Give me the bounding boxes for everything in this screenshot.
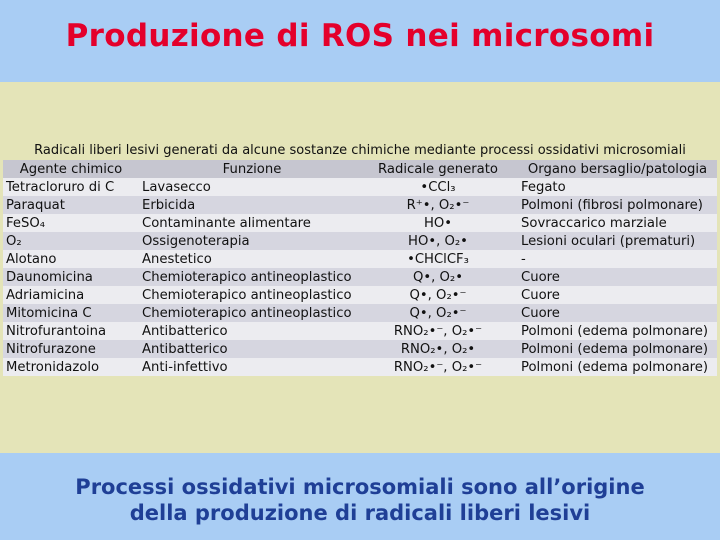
cell-function: Chemioterapico antineoplastico <box>142 287 352 303</box>
cell-function: Antibatterico <box>142 323 228 339</box>
cell-function: Anestetico <box>142 251 212 267</box>
column-header-function: Funzione <box>139 160 365 178</box>
cell-function: Lavasecco <box>142 179 211 195</box>
cell-agent: Metronidazolo <box>6 359 100 375</box>
cell-function: Chemioterapico antineoplastico <box>142 269 352 285</box>
cell-function: Ossigenoterapia <box>142 233 250 249</box>
cell-target: Cuore <box>521 269 560 285</box>
cell-radical: R⁺•, O₂•⁻ <box>406 197 470 213</box>
table-caption: Radicali liberi lesivi generati da alcune sostanze chimiche mediante processi ossidativi microsomiali <box>34 143 686 158</box>
cell-agent: Nitrofurazone <box>6 341 96 357</box>
ros-table <box>3 160 717 376</box>
cell-function: Chemioterapico antineoplastico <box>142 305 352 321</box>
table-row <box>3 286 717 304</box>
cell-radical: Q•, O₂• <box>413 269 463 285</box>
table-row <box>3 214 717 232</box>
cell-target: Fegato <box>521 179 566 195</box>
table-row <box>3 250 717 268</box>
table-row <box>3 304 717 322</box>
cell-agent: Daunomicina <box>6 269 93 285</box>
column-header-agent: Agente chimico <box>3 160 139 178</box>
cell-function: Anti-infettivo <box>142 359 228 375</box>
cell-radical: •CCl₃ <box>420 179 456 195</box>
cell-radical: RNO₂•⁻, O₂•⁻ <box>393 359 483 375</box>
cell-target: Polmoni (edema polmonare) <box>521 359 709 375</box>
cell-agent: Mitomicina C <box>6 305 92 321</box>
cell-agent: Adriamicina <box>6 287 85 303</box>
cell-radical: HO• <box>423 215 453 231</box>
column-header-radical: Radicale generato <box>365 160 511 178</box>
conclusion-text <box>0 474 720 526</box>
cell-target: Polmoni (fibrosi polmonare) <box>521 197 703 213</box>
table-row <box>3 322 717 340</box>
cell-agent: Paraquat <box>6 197 65 213</box>
cell-target: Cuore <box>521 305 560 321</box>
conclusion-line-2: della produzione di radicali liberi lesivi <box>129 501 591 525</box>
cell-target: Sovraccarico marziale <box>521 215 667 231</box>
cell-target: Cuore <box>521 287 560 303</box>
table-row <box>3 268 717 286</box>
table-row <box>3 358 717 376</box>
cell-radical: Q•, O₂•⁻ <box>409 305 467 321</box>
cell-radical: HO•, O₂• <box>408 233 468 249</box>
cell-radical: •CHClCF₃ <box>407 251 469 267</box>
cell-function: Contaminante alimentare <box>142 215 311 231</box>
cell-target: Polmoni (edema polmonare) <box>521 341 709 357</box>
cell-function: Antibatterico <box>142 341 228 357</box>
cell-target: - <box>521 251 526 267</box>
table-row <box>3 232 717 250</box>
cell-agent: O₂ <box>6 233 22 249</box>
cell-agent: Alotano <box>6 251 57 267</box>
cell-target: Lesioni oculari (prematuri) <box>521 233 696 249</box>
cell-agent: Nitrofurantoina <box>6 323 107 339</box>
cell-agent: Tetracloruro di C <box>6 179 115 195</box>
cell-function: Erbicida <box>142 197 196 213</box>
cell-target: Polmoni (edema polmonare) <box>521 323 709 339</box>
cell-radical: RNO₂•, O₂• <box>400 341 476 357</box>
cell-radical: RNO₂•⁻, O₂•⁻ <box>393 323 483 339</box>
table-row <box>3 178 717 196</box>
table-row <box>3 340 717 358</box>
cell-radical: Q•, O₂•⁻ <box>409 287 467 303</box>
conclusion-line-1: Processi ossidativi microsomiali sono all’origine <box>75 475 645 499</box>
column-header-target: Organo bersaglio/patologia <box>511 160 717 178</box>
table-header-row <box>3 160 717 178</box>
page-title: Produzione di ROS nei microsomi <box>65 18 655 54</box>
table-row <box>3 196 717 214</box>
cell-agent: FeSO₄ <box>6 215 46 231</box>
